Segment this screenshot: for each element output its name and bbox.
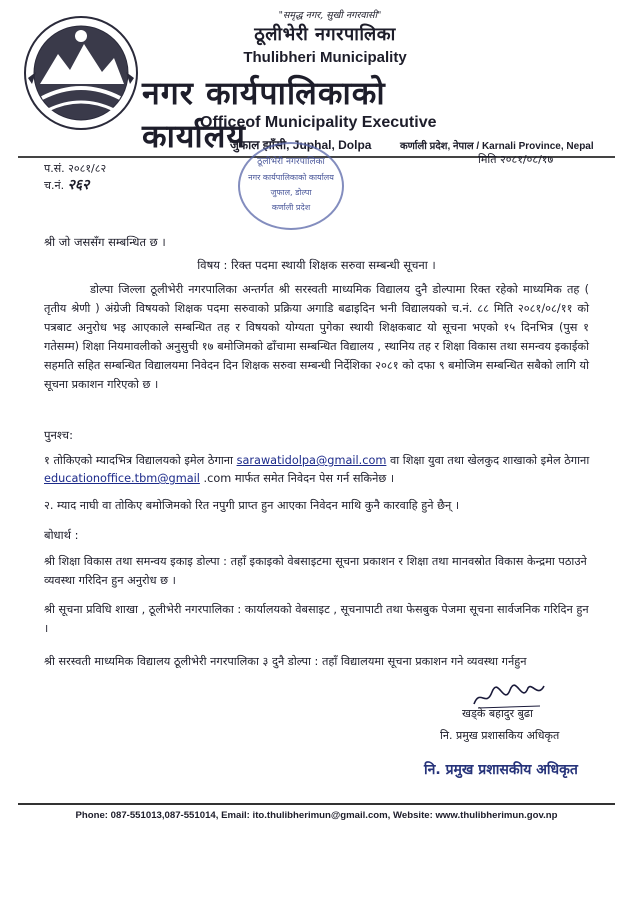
office-name-en: Officeof Municipality Executive [200,114,437,131]
signatory-stamp: नि. प्रमुख प्रशासकीय अधिकृत [424,762,578,778]
footer-divider [18,803,615,805]
cha-na-label: च.नं. [44,179,65,192]
cc-item-3: श्री सरस्वती माध्यमिक विद्यालय ठूलीभेरी नगरपालिका ३ दुनै डोल्पा : तहाँ विद्यालयमा सूचना प्रकाशन गने व्यवस्था गर्नहुन [44,655,527,668]
item1-text-part3: .com मार्फत समेत निवेदन पेस गर्न सकिनेछ । [203,472,395,485]
item1-text-part2: वा शिक्षा युवा तथा खेलकुद शाखाको इमेल ठेगाना [389,454,590,467]
footer-contact: Phone: 087-551013,087-551014, Email: ito.thulibherimun@gmail.com, Website: www.thulibherimun.gov.np [75,810,558,821]
pa-sa-number: प.सं. २०८१/८२ [44,162,107,175]
cc-item-2: श्री सूचना प्रविधि शाखा , ठूलीभेरी नगरपालिका : कार्यालयको वेबसाइट , सूचनापाटी तथा फेसबुक पेजमा सूचना सार्वजनिक गरिदिन हुन । [44,603,589,635]
reference-block [44,160,106,194]
punashcha-label: पुनश्च: [44,428,73,442]
stamp-line-3: जुफाल, डोल्पा [270,188,312,197]
cha-na-number [44,177,106,194]
letterhead-motto: "समृद्ध नगर, सुखी नगरवासी" [278,10,382,21]
signatory-name: खड्के बहादुर बुढा [462,707,533,720]
stamp-line-1: ठूलीभेरी नगरपालिका [257,157,325,167]
office-name-np: नगर कार्यपालिकाको कार्यालय [142,74,386,155]
municipality-emblem-icon [22,14,140,132]
stamp-line-2: नगर कार्यपालिकाको कार्यालय [248,173,334,182]
bodharth-label: बोधार्थ : [44,528,79,542]
postscript-item-2: २. म्याद नाघी वा तोकिए बमोजिमको रित नपुगी प्राप्त हुन आएका निवेदन माथि कुनै कारवाहि हुने छैन् । [44,499,460,512]
education-office-email-link[interactable]: educationoffice.tbm@gmail [44,472,200,485]
addressee: श्री जो जससँग सम्बन्धित छ । [44,235,166,249]
municipality-name-np: ठूलीभेरी नगरपालिका [254,24,396,45]
cc-item-1: श्री शिक्षा विकास तथा समन्वय इकाइ डोल्पा : तहाँ इकाइको वेबसाइटमा सूचना प्रकाशन र शिक्षा तथा मानवस्रोत विकास केन्द्रमा पठाउने व्यवस्था गरिदिन हुन अनुरोध छ । [44,555,587,587]
postscript-item-1 [44,452,592,488]
letter-subject: विषय : रिक्त पदमा स्थायी शिक्षक सरुवा सम्बन्धी सूचना । [197,258,436,272]
municipality-name-en: Thulibheri Municipality [243,49,407,66]
office-address-local: जुफाल झाँसी, Juphal, Dolpa [230,138,372,152]
stamp-line-4: कर्णाली प्रदेश [271,203,311,212]
signatory-title: नि. प्रमुख प्रशासकिय अधिकृत [440,729,560,742]
office-seal-stamp [236,140,346,232]
letter-body: डोल्पा जिल्ला ठूलीभेरी नगरपालिका अन्तर्गत श्री सरस्वती माध्यमिक विद्यालय दुनै डोल्पामा रिक्त रहेको माध्यमिक तह ( तृतीय श्रेणी ) अंग्रेजी विषयको शिक्षक पदमा सरुवाको प्रक्रिया अगाडि बढाइदिन भनी विद्यालयको च.नं. ८८ मिति २०८१/०८/११ को पत्रबाट अनुरोध भइ आएकाले सम्बन्धित तह र विषयको योग्यता पुगेका स्थायी शिक्षकबाट यो सूचना भएको १५ दिनभित्र (पुस १ गतेसम्म) शिक्षा नियमावलीको अनुसुची १७ बमोजिमको ढाँचामा सम्बन्धित विद्यालय , स्थानिय तह र शिक्षा विकास तथा समन्वय इकाईको सहमति सहित सम्बन्धित विद्यालयमा निवेदन दिन शिक्षक सरुवा सम्बन्धी निर्देशिका २०८१ को दफा ९ बमोजिम सम्बन्धित सबैको लागि यो सूचना प्रकाशन गरिएको छ । [44,283,589,391]
school-email-link[interactable]: sarawatidolpa@gmail.com [236,454,387,467]
letter-date: मिति २०८१/०८/१७ [478,153,554,166]
item1-text-part1: १ तोकिएको म्यादभित्र विद्यालयको इमेल ठेगाना [44,454,233,467]
cha-na-value: २६२ [67,177,90,193]
office-address-province: कर्णाली प्रदेश, नेपाल / Karnali Province, Nepal [400,141,594,152]
